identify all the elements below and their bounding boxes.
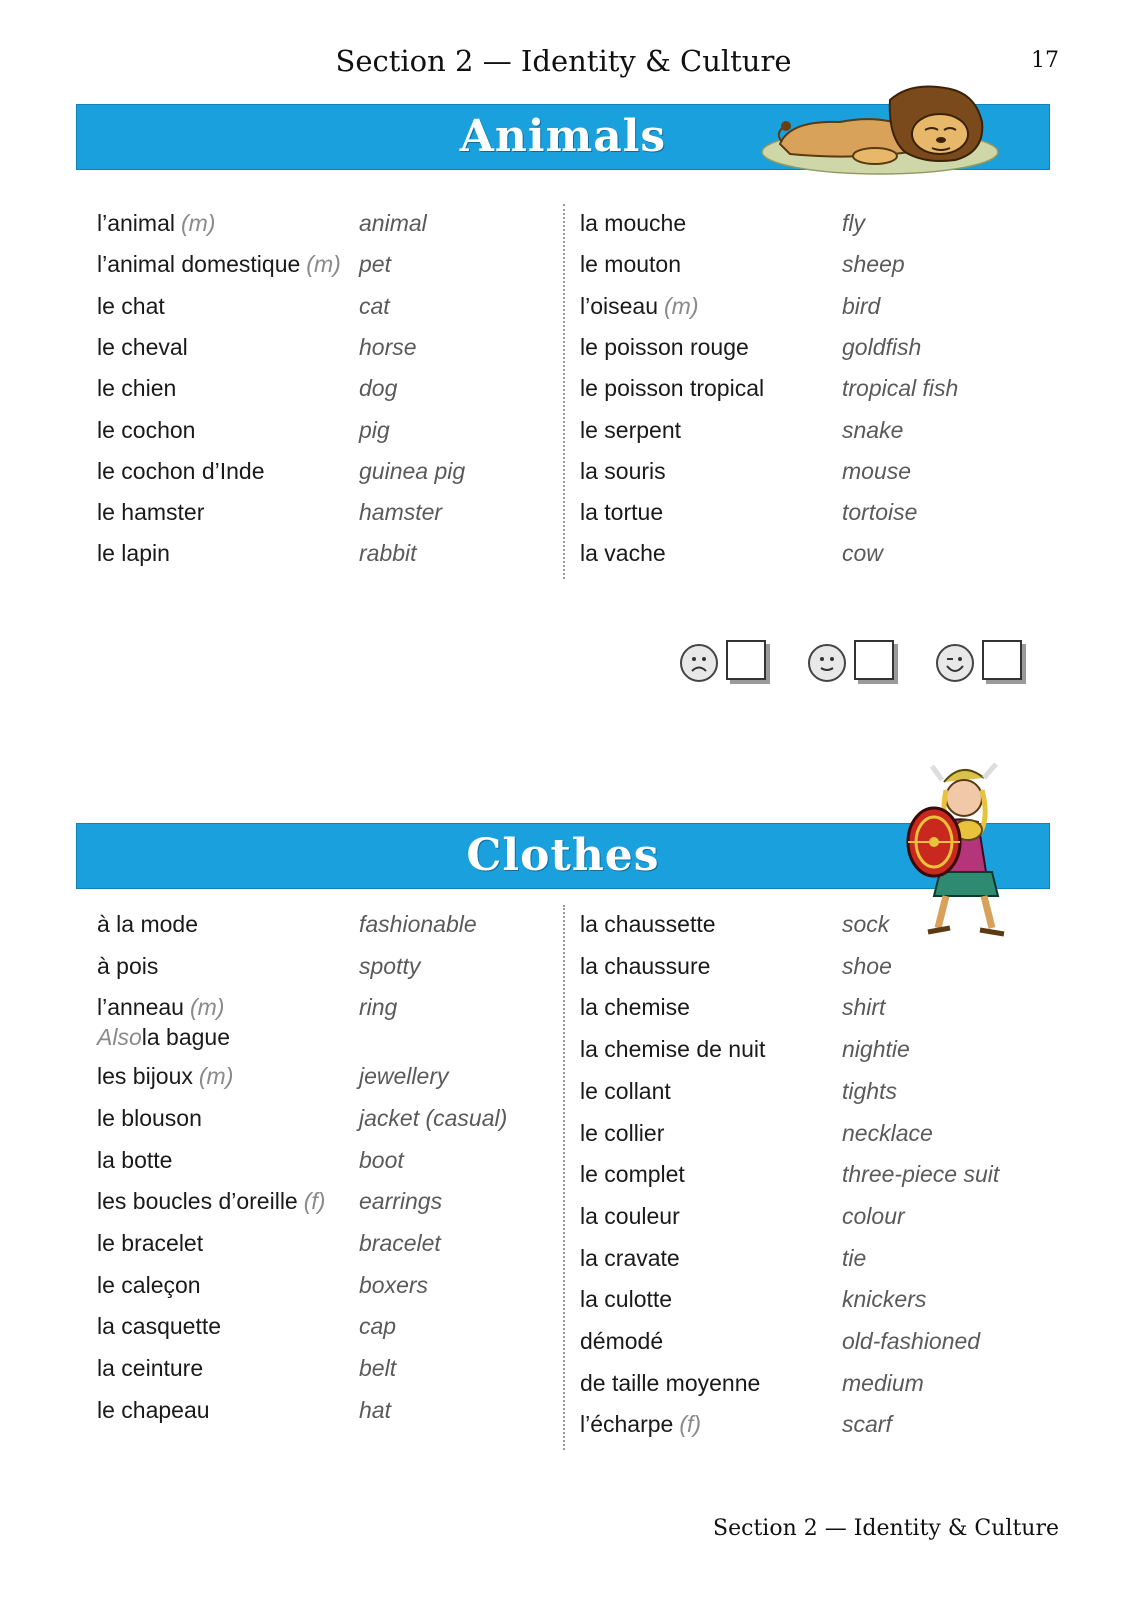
vocab-row	[97, 1230, 567, 1270]
french-word-text: les boucles d’oreille	[97, 1188, 298, 1215]
french-word-text: le chapeau	[97, 1396, 210, 1423]
french-word	[97, 334, 188, 361]
english-translation: ring	[359, 994, 398, 1021]
french-word	[97, 953, 158, 980]
happy-checkbox[interactable]	[982, 640, 1022, 680]
english-translation: colour	[842, 1202, 905, 1229]
french-word	[580, 251, 681, 278]
gender-marker: (m)	[306, 251, 341, 278]
english-translation: medium	[842, 1369, 924, 1396]
vocab-row	[580, 1203, 1050, 1243]
french-word-text: la ceinture	[97, 1355, 204, 1381]
english-translation: boot	[359, 1146, 404, 1173]
vocab-row	[580, 911, 1050, 951]
clothes-title: Clothes	[466, 830, 660, 881]
french-word-text: la chaussette	[580, 911, 716, 937]
french-word	[580, 458, 666, 485]
french-word-text: le chien	[97, 375, 177, 402]
column-divider	[563, 204, 565, 579]
french-word-text: l’oiseau	[580, 292, 658, 319]
vocab-row	[97, 1313, 567, 1353]
french-word	[97, 911, 198, 938]
gender-marker: (m)	[180, 210, 216, 236]
english-translation: dog	[359, 375, 398, 402]
french-word-text: à la mode	[97, 911, 199, 937]
page-footer: Section 2 — Identity & Culture	[713, 1516, 1059, 1541]
french-word	[97, 251, 341, 278]
also-word: la bague	[141, 1024, 230, 1051]
vocab-row	[97, 458, 567, 498]
column-divider	[563, 905, 565, 1450]
english-translation: jacket (casual)	[359, 1104, 508, 1131]
english-translation: tropical fish	[842, 375, 959, 402]
french-word	[580, 994, 690, 1021]
vocab-row	[580, 1161, 1050, 1201]
french-word-text: le poisson tropical	[580, 375, 765, 402]
english-translation: cap	[359, 1313, 397, 1340]
french-word-text: la couleur	[580, 1202, 680, 1229]
neutral-face-icon	[808, 644, 846, 682]
french-word-text: le lapin	[97, 540, 170, 567]
french-word-text: la souris	[580, 457, 666, 484]
french-word	[97, 994, 224, 1021]
english-translation: shirt	[842, 994, 886, 1021]
french-word	[580, 1036, 765, 1063]
english-translation: sock	[842, 911, 890, 937]
french-word	[97, 1272, 201, 1299]
page-number: 17	[1031, 48, 1059, 73]
english-translation: fly	[842, 210, 865, 236]
vocab-row	[580, 1370, 1050, 1410]
also-label: Also	[97, 1024, 142, 1051]
vocab-row	[97, 994, 567, 1051]
french-word	[580, 375, 764, 402]
french-word-text: le chat	[97, 292, 165, 319]
gender-marker: (f)	[303, 1188, 326, 1215]
english-translation: snake	[842, 416, 904, 443]
french-word-text: le hamster	[97, 499, 205, 526]
french-word-text: l’anneau	[97, 994, 184, 1021]
english-translation: bracelet	[359, 1229, 441, 1256]
french-word	[580, 499, 663, 526]
french-word-text: à pois	[97, 952, 159, 979]
vocab-row	[97, 334, 567, 374]
vocab-row	[580, 499, 1050, 539]
english-translation: pig	[359, 416, 390, 443]
french-word-text: la culotte	[580, 1286, 673, 1313]
french-word	[97, 1313, 221, 1340]
french-word	[580, 417, 681, 444]
french-word-text: la vache	[580, 540, 666, 567]
english-translation: cow	[842, 540, 883, 567]
vocab-row	[580, 1036, 1050, 1076]
alternative-word	[97, 1024, 230, 1051]
french-word-text: le collier	[580, 1119, 665, 1146]
vocab-row	[580, 1286, 1050, 1326]
french-word-text: le serpent	[580, 416, 682, 443]
french-word-text: l’écharpe	[580, 1411, 674, 1438]
page-header	[0, 44, 1127, 84]
sad-checkbox[interactable]	[726, 640, 766, 680]
vocab-row	[97, 1063, 567, 1103]
french-word	[97, 458, 265, 485]
vocab-row	[580, 1411, 1050, 1451]
english-translation: nightie	[842, 1036, 910, 1063]
vocab-row	[580, 458, 1050, 498]
english-translation: boxers	[359, 1271, 429, 1298]
vocab-row	[97, 1355, 567, 1395]
french-word	[580, 1411, 701, 1438]
french-word	[97, 417, 195, 444]
french-word	[97, 540, 170, 567]
vocab-row	[580, 251, 1050, 291]
french-word-text: le cochon d’Inde	[97, 457, 265, 484]
french-word	[97, 1188, 325, 1215]
sad-face-icon	[680, 644, 718, 682]
vocab-row	[97, 375, 567, 415]
french-word	[580, 953, 710, 980]
gender-marker: (m)	[664, 292, 699, 319]
english-translation: jewellery	[359, 1063, 449, 1090]
french-word-text: le cheval	[97, 333, 188, 360]
gender-marker: (m)	[189, 994, 225, 1021]
french-word-text: démodé	[580, 1328, 664, 1354]
french-word-text: la mouche	[580, 210, 687, 236]
vocab-row	[97, 210, 567, 250]
french-word	[580, 334, 749, 361]
french-word	[97, 1397, 210, 1424]
english-translation: shoe	[842, 952, 892, 979]
section-title: Section 2 — Identity & Culture	[335, 44, 792, 78]
animals-title: Animals	[459, 111, 667, 162]
vocab-row	[580, 417, 1050, 457]
vocab-row	[97, 1397, 567, 1437]
french-word	[580, 1161, 685, 1188]
vocab-row	[580, 375, 1050, 415]
french-word	[97, 1105, 202, 1132]
french-word	[580, 1370, 760, 1397]
vocab-row	[97, 1147, 567, 1187]
vocab-row	[580, 540, 1050, 580]
french-word-text: le complet	[580, 1161, 685, 1188]
animals-vocabulary	[0, 210, 1127, 590]
french-word	[580, 911, 716, 938]
vocab-row	[580, 953, 1050, 993]
english-translation: belt	[359, 1355, 397, 1381]
french-word	[97, 1355, 203, 1382]
winking-face-icon	[936, 644, 974, 682]
french-word	[580, 1328, 663, 1355]
french-word-text: la chemise	[580, 994, 690, 1021]
english-translation: cat	[359, 292, 390, 319]
french-word-text: les bijoux	[97, 1063, 193, 1090]
english-translation: old-fashioned	[842, 1328, 981, 1354]
vocab-row	[97, 417, 567, 457]
french-word-text: la cravate	[580, 1244, 680, 1271]
french-word	[97, 375, 176, 402]
vocab-row	[580, 994, 1050, 1034]
vocab-row	[580, 334, 1050, 374]
french-word	[97, 1063, 233, 1090]
vocab-row	[580, 1328, 1050, 1368]
english-translation: bird	[842, 292, 881, 319]
english-translation: hat	[359, 1396, 391, 1423]
english-translation: knickers	[842, 1286, 927, 1313]
french-word	[97, 1230, 203, 1257]
english-translation: animal	[359, 210, 427, 236]
vocab-row	[97, 1272, 567, 1312]
french-word-text: l’animal domestique	[97, 251, 301, 278]
vocab-row	[97, 953, 567, 993]
french-word-text: le collant	[580, 1077, 671, 1104]
french-word-text: la casquette	[97, 1313, 222, 1340]
english-translation: pet	[359, 251, 391, 278]
french-word	[97, 1147, 172, 1174]
french-word	[97, 210, 215, 237]
english-translation: rabbit	[359, 540, 417, 567]
vocab-row	[97, 1188, 567, 1228]
english-translation: tights	[842, 1077, 897, 1104]
vocab-row	[97, 1105, 567, 1145]
vocab-row	[580, 1078, 1050, 1118]
self-assessment	[680, 640, 1040, 684]
french-word	[580, 293, 698, 320]
english-translation: goldfish	[842, 333, 922, 360]
french-word	[580, 1078, 671, 1105]
french-word-text: le blouson	[97, 1104, 202, 1131]
english-translation: spotty	[359, 952, 421, 979]
french-word	[580, 210, 686, 237]
french-word-text: la tortue	[580, 499, 664, 526]
french-word-text: le poisson rouge	[580, 333, 749, 360]
english-translation: sheep	[842, 251, 905, 278]
sleeping-lion-illustration	[760, 82, 1000, 177]
english-translation: mouse	[842, 457, 912, 484]
french-word-text: la botte	[97, 1146, 173, 1173]
vocab-row	[97, 911, 567, 951]
french-word	[97, 293, 165, 320]
english-translation: fashionable	[359, 911, 477, 937]
vocab-row	[580, 293, 1050, 333]
french-word-text: le mouton	[580, 251, 682, 278]
english-translation: tortoise	[842, 499, 918, 526]
english-translation: hamster	[359, 499, 443, 526]
vocab-row	[580, 1245, 1050, 1285]
french-word-text: la chemise de nuit	[580, 1036, 766, 1063]
french-word-text: le cochon	[97, 416, 196, 443]
french-word	[580, 1120, 664, 1147]
french-word	[580, 1203, 680, 1230]
vocab-row	[97, 251, 567, 291]
french-word-text: le bracelet	[97, 1229, 204, 1256]
french-word	[97, 499, 204, 526]
french-word-text: le caleçon	[97, 1271, 201, 1298]
english-translation: horse	[359, 333, 417, 360]
vocab-row	[97, 293, 567, 333]
vocab-row	[580, 210, 1050, 250]
english-translation: earrings	[359, 1188, 443, 1215]
french-word-text: la chaussure	[580, 952, 711, 979]
french-word-text: de taille moyenne	[580, 1369, 761, 1396]
english-translation: three-piece suit	[842, 1161, 1000, 1188]
neutral-checkbox[interactable]	[854, 640, 894, 680]
english-translation: necklace	[842, 1119, 933, 1146]
french-word	[580, 540, 666, 567]
french-word-text: l’animal	[97, 210, 175, 236]
gender-marker: (m)	[198, 1063, 234, 1090]
french-word	[580, 1245, 680, 1272]
english-translation: tie	[842, 1244, 867, 1271]
gender-marker: (f)	[679, 1411, 702, 1438]
vocab-row	[580, 1120, 1050, 1160]
clothes-vocabulary	[0, 911, 1127, 1451]
vocab-row	[97, 499, 567, 539]
english-translation: guinea pig	[359, 457, 466, 484]
english-translation: scarf	[842, 1411, 892, 1438]
french-word	[580, 1286, 672, 1313]
vocab-row	[97, 540, 567, 580]
